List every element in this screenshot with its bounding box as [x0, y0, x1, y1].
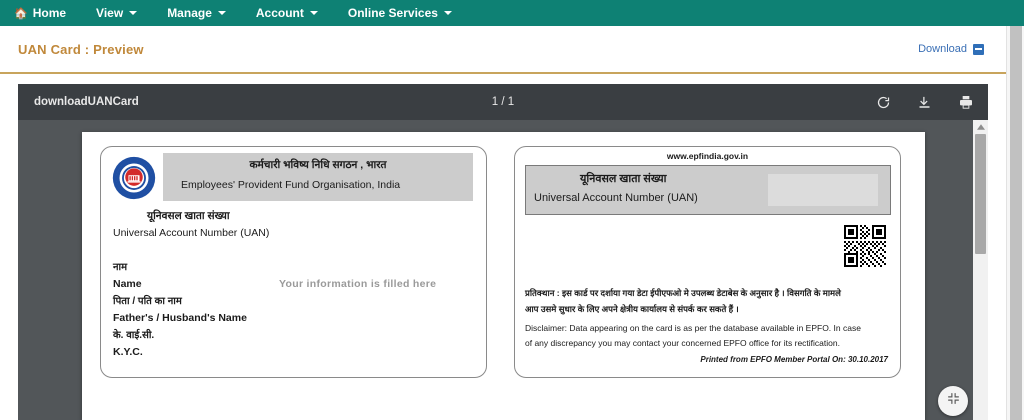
disclaimer-english: [525, 321, 897, 351]
fit-to-page-button[interactable]: [938, 386, 968, 416]
browser-scroll-thumb[interactable]: [1010, 26, 1022, 420]
nav-item-online-services[interactable]: [348, 6, 452, 20]
website-url: www.epfindia.gov.in: [666, 151, 749, 161]
nav-item-label: Online Services: [347, 6, 438, 20]
field-label-english: K.Y.C.: [113, 346, 143, 358]
download-icon[interactable]: [917, 95, 932, 110]
uan-label-hindi: यूनिवसल खाता संख्या: [147, 210, 230, 222]
chevron-down-icon: [310, 11, 318, 15]
nav-item-manage[interactable]: [167, 6, 226, 20]
pdf-scroll-thumb[interactable]: [975, 134, 986, 254]
nav-item-label: Account: [255, 6, 304, 20]
document-name: downloadUANCard: [34, 96, 139, 108]
pdf-page: [82, 132, 925, 420]
uan-card-back: [514, 146, 901, 378]
info-annotation: Your information is filled here: [279, 278, 437, 290]
download-icon[interactable]: [973, 44, 984, 55]
field-label-english: Father's / Husband's Name: [113, 312, 247, 324]
browser-scrollbar[interactable]: [1006, 26, 1024, 420]
disclaimer-hindi-line: प्रतिक्थान : इस कार्ड पर दर्शाया गया डेटा ईपीएफओ मे उपलब्ध डेटाबेस के अनुसार है । विसगति के मामले: [525, 288, 841, 298]
field-label-hindi: पिता / पति का नाम: [113, 296, 182, 307]
pdf-scrollbar[interactable]: [973, 120, 988, 420]
uan-label-hindi: यूनिवसल खाता संख्या: [580, 173, 667, 185]
disclaimer-hindi-line: आप उसमे सुधार के लिए अपने क्षेत्रीय कार्यालय से संपर्क कर सकते हैं ।: [525, 304, 739, 314]
card-field-list: [113, 259, 247, 361]
rotate-icon[interactable]: [876, 95, 891, 110]
pdf-viewer: [18, 84, 988, 420]
download-link[interactable]: Download: [918, 43, 967, 55]
uan-value-field: [768, 174, 878, 206]
chevron-down-icon: [218, 11, 226, 15]
main-navbar: [0, 0, 1024, 26]
printed-on-text: Printed from EPFO Member Portal On: 30.10.2017: [700, 355, 888, 364]
uan-card-front: [100, 146, 487, 378]
print-icon[interactable]: [958, 94, 974, 110]
pdf-toolbar-actions: [876, 94, 974, 110]
uan-label-english: Universal Account Number (UAN): [113, 227, 270, 239]
qr-code-icon: [844, 225, 886, 267]
disclaimer-english-line: of any discrepancy you may contact your concerned EPFO office for its rectification.: [525, 338, 840, 348]
nav-item-home[interactable]: [14, 6, 66, 20]
pdf-toolbar: [18, 84, 988, 120]
nav-item-label: View: [96, 6, 124, 20]
org-name-hindi: कर्मचारी भविष्य निधि सगठन , भारत: [249, 159, 387, 171]
org-name-band: [163, 153, 473, 201]
page-title: UAN Card : Preview: [18, 41, 144, 57]
chevron-down-icon: [129, 11, 137, 15]
uan-number-band: [525, 165, 891, 215]
disclaimer-hindi: [525, 285, 895, 317]
fit-to-page-icon: [947, 392, 960, 410]
nav-item-account[interactable]: [256, 6, 318, 20]
field-label-hindi: के. वाई.सी.: [113, 330, 155, 341]
scroll-up-icon[interactable]: [973, 120, 988, 134]
nav-item-label: Home: [32, 6, 67, 20]
field-label-english: Name: [113, 278, 142, 290]
home-icon: 🏠: [14, 7, 28, 20]
nav-item-view[interactable]: [96, 6, 137, 20]
uan-label-english: Universal Account Number (UAN): [534, 192, 698, 204]
field-label-hindi: नाम: [113, 262, 128, 273]
page-indicator: 1 / 1: [491, 96, 515, 108]
chevron-down-icon: [444, 11, 452, 15]
epfo-logo: [111, 155, 157, 201]
header-actions: [918, 43, 984, 55]
page-header: [0, 26, 1006, 74]
disclaimer-english-line: Disclaimer: Data appearing on the card is as per the database available in EPFO. In case: [525, 323, 861, 333]
org-name-english: Employees' Provident Fund Organisation, India: [181, 179, 401, 191]
nav-item-label: Manage: [167, 6, 212, 20]
